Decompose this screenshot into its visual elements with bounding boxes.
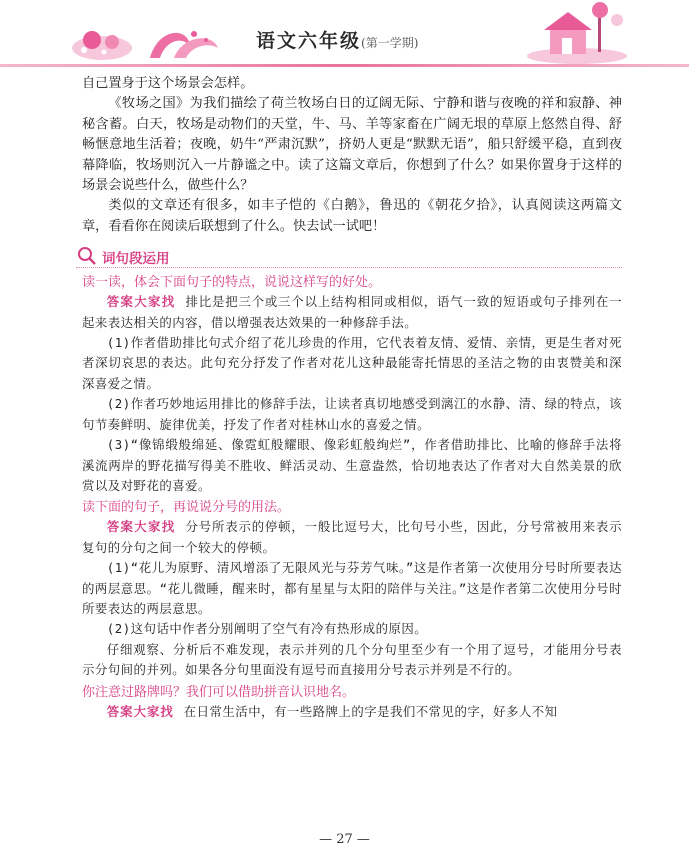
- answer-label: 答案大家找: [106, 520, 176, 535]
- book-title: [256, 26, 418, 53]
- answer-label: 答案大家找: [106, 295, 176, 310]
- question-prompt: 你注意过路牌吗？我们可以借助拼音认识地名。: [82, 683, 356, 699]
- book-title-main: 语文六年级: [256, 30, 362, 52]
- section-divider: [76, 267, 622, 268]
- answer-paragraph: (1)作者借助排比句式介绍了花儿珍贵的作用，它代表着友情、爱情、亲情，更是生者对死者深切哀思的表达。此句充分抒发了作者对花儿这种最能寄托情思的圣洁之物的由衷赞美和深深喜爱之情。: [82, 335, 622, 391]
- answer-paragraph: (1)“花儿为原野、清风增添了无限风光与芬芳气味。”这是作者第一次使用分号时所要表达的两层意思。“花儿微睡，醒来时，都有星星与太阳的陪伴与关注。”这是作者第二次使用分号时所要表达的两层意思。: [82, 560, 622, 616]
- question-prompt: 读一读，体会下面句子的特点，说说这样写的好处。: [82, 274, 382, 290]
- header-divider: [0, 64, 689, 67]
- house-decoration-icon: [522, 2, 632, 64]
- answer-paragraph: (3)“像锦缎般绵延、像霓虹般耀眼、像彩虹般绚烂”，作者借助排比、比喻的修辞手法将溪流两岸的野花描写得美不胜收、鲜活灵动、生意盎然，恰切地表达了作者对大自然美景的欣赏以及对野花的喜爱。: [82, 437, 622, 493]
- answer-label: 答案大家找: [106, 704, 174, 719]
- question-prompt: 读下面的句子，再说说分号的用法。: [82, 499, 291, 515]
- flower-decoration-icon: [62, 18, 232, 64]
- page-header: [0, 0, 689, 74]
- answer-paragraph: [82, 702, 622, 722]
- answer-paragraph: 仔细观察、分析后不难发现，表示并列的几个分句里至少有一个用了逗号，才能用分号表示分句间的并列。如果各分句里面没有逗号而直接用分号表示并列是不行的。: [82, 641, 622, 678]
- answer-text: 排比是把三个或三个以上结构相同或相似，语气一致的短语或句子排列在一起来表达相关的内容，借以增强表达效果的一种修辞手法。: [82, 294, 623, 330]
- answer-text: 在日常生活中，有一些路牌上的字是我们不常见的字，好多人不知: [183, 703, 558, 719]
- body-paragraph: 《牧场之国》为我们描绘了荷兰牧场白日的辽阔无际、宁静和谐与夜晚的祥和寂静、神秘含蓄。白天，牧场是动物们的天堂，牛、马、羊等家畜在广阔无垠的草原上悠然自得、舒畅惬意地生活着；夜晚，奶牛“严肃沉默”，挤奶人更是“默默无语”，船只舒缓平稳，直到夜幕降临，牧场则沉入一片静谧之中。读了这篇文章后，你想到了什么？如果你置身于这样的场景会说些什么，做些什么？: [82, 96, 622, 194]
- answer-paragraph: [82, 292, 622, 333]
- section-heading: [82, 243, 622, 269]
- page-content: [82, 74, 622, 722]
- section-title: 词句段运用: [102, 251, 170, 267]
- body-paragraph: 类似的文章还有很多，如丰子恺的《白鹅》，鲁迅的《朝花夕拾》，认真阅读这两篇文章，看看你在阅读后联想到了什么。快去试一试吧！: [82, 198, 622, 234]
- answer-paragraph: (2)这句话中作者分别阐明了空气有冷有热形成的原因。: [106, 621, 428, 637]
- magnifier-icon: [76, 246, 98, 266]
- answer-paragraph: [82, 517, 622, 558]
- answer-text: 分号所表示的停顿，一般比逗号大，比句号小些，因此，分号常被用来表示复句的分句之间一个较大的停顿。: [82, 519, 623, 555]
- book-title-subtitle: (第一学期): [361, 36, 419, 50]
- body-paragraph: 自己置身于这个场景会怎样。: [82, 76, 254, 91]
- page-number: — 27 —: [319, 832, 370, 847]
- answer-paragraph: (2)作者巧妙地运用排比的修辞手法，让读者真切地感受到漓江的水静、清、绿的特点，该句节奏鲜明、旋律优美，抒发了作者对桂林山水的喜爱之情。: [82, 396, 622, 432]
